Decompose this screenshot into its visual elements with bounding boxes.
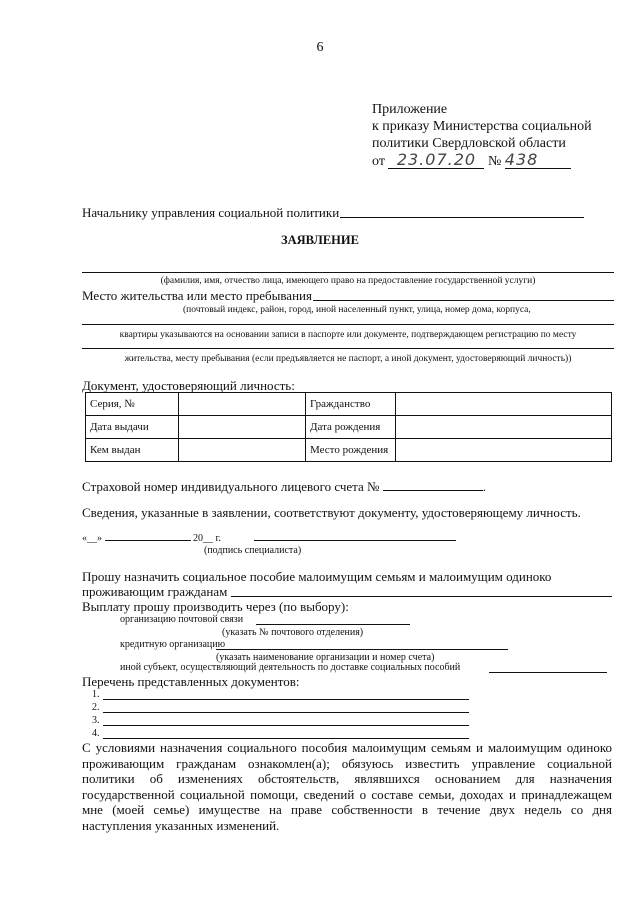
residence-hint-1: (почтовый индекс, район, город, иной населенный пункт, улица, номер дома, корпуса,: [183, 305, 531, 315]
issue-date-field[interactable]: [179, 416, 306, 439]
snils-end: .: [482, 479, 486, 494]
residence-field-1[interactable]: [313, 300, 614, 301]
payment-post-field[interactable]: [256, 624, 410, 625]
issued-by-label: Кем выдан: [86, 439, 179, 462]
payment-post-hint: (указать № почтового отделения): [222, 627, 364, 638]
payment-other-label: иной субъект, осуществляющий деятельность по доставке социальных пособий: [120, 662, 461, 673]
birth-date-field[interactable]: [396, 416, 612, 439]
request-line-2: проживающим гражданам: [82, 584, 228, 599]
payment-post-label: организацию почтовой связи: [120, 614, 244, 625]
id-series-label: Серия, №: [86, 393, 179, 416]
day-field[interactable]: «__»: [82, 533, 102, 544]
id-doc-label: Документ, удостоверяющий личность:: [82, 378, 295, 393]
addressee-field[interactable]: [340, 217, 584, 218]
citizenship-label: Гражданство: [306, 393, 396, 416]
request-line-1: Прошу назначить социальное пособие малоимущим семьям и малоимущим одиноко: [82, 569, 552, 584]
payment-credit-label: кредитную организацию: [120, 639, 226, 650]
residence-hint-3: жительства, месту пребывания (если предъявляется не паспорт, а иной документ, удостоверяющий личность)): [124, 354, 572, 364]
list-item: 4.: [92, 728, 100, 739]
year-field[interactable]: 20__ г.: [193, 533, 221, 544]
id-doc-table: [85, 392, 612, 462]
snils-field[interactable]: [383, 478, 483, 491]
request-field[interactable]: [231, 596, 612, 597]
addressee-label: Начальнику управления социальной политики: [82, 205, 340, 220]
residence-field-3[interactable]: [82, 348, 614, 349]
page-number: 6: [316, 40, 324, 55]
appendix-title: Приложение: [372, 102, 448, 117]
payment-other-field[interactable]: [489, 672, 607, 673]
table-row: [86, 416, 612, 439]
appendix-region: политики Свердловской области: [372, 136, 566, 151]
number-label: №: [487, 154, 502, 169]
signature-field[interactable]: [254, 540, 456, 541]
residence-field-2[interactable]: [82, 324, 614, 325]
table-row: [86, 393, 612, 416]
verify-text: Сведения, указанные в заявлении, соответствуют документу, удостоверяющему личность.: [82, 505, 581, 520]
from-label: от: [372, 154, 385, 169]
snils-label: Страховой номер индивидуального лицевого счета №: [82, 479, 380, 494]
birth-place-field[interactable]: [396, 439, 612, 462]
fio-hint: (фамилия, имя, отчество лица, имеющего право на предоставление государственной услуги): [160, 276, 536, 286]
birth-place-label: Место рождения: [306, 439, 396, 462]
appendix-order: к приказу Министерства социальной: [372, 119, 592, 134]
order-date: 23.07.20: [388, 151, 484, 169]
fio-field[interactable]: [82, 272, 614, 273]
snils-line: [82, 478, 486, 495]
payment-label: Выплату прошу производить через (по выбору):: [82, 599, 349, 614]
residence-label: Место жительства или место пребывания: [82, 288, 312, 303]
citizenship-field[interactable]: [396, 393, 612, 416]
document-field-3[interactable]: [103, 725, 469, 726]
list-item: 1.: [92, 689, 100, 700]
document-field-2[interactable]: [103, 712, 469, 713]
residence-hint-2: квартиры указываются на основании записи в паспорте или документе, подтверждающем регистрацию по месту: [119, 330, 577, 340]
list-item: 2.: [92, 702, 100, 713]
issue-date-label: Дата выдачи: [86, 416, 179, 439]
appendix-date-line: [372, 151, 571, 170]
table-row: [86, 439, 612, 462]
signature-hint: (подпись специалиста): [204, 545, 302, 556]
date-line: [82, 530, 221, 544]
consent-text: С условиями назначения социального пособия малоимущим семьям и малоимущим одиноко проживающим гражданам ознакомлен(а); обязуюсь известить управление социальной политики об изменениях обстоятельств, являвшихся основанием для назначения государственной социальной помощи, сведений о составе семьи, доходах и принадлежащем мне (моей семье) имуществе на праве собственности в течение двух недель со дня наступления указанных изменений.: [82, 740, 612, 833]
document-title: ЗАЯВЛЕНИЕ: [281, 233, 359, 247]
id-series-field[interactable]: [179, 393, 306, 416]
payment-credit-field[interactable]: [216, 649, 508, 650]
issued-by-field[interactable]: [179, 439, 306, 462]
order-number: 438: [505, 151, 571, 169]
payment-credit-hint: (указать наименование организации и номер счета): [216, 652, 435, 663]
documents-label: Перечень представленных документов:: [82, 674, 300, 689]
document-field-1[interactable]: [103, 699, 469, 700]
document-field-4[interactable]: [103, 738, 469, 739]
month-field[interactable]: [105, 530, 191, 541]
list-item: 3.: [92, 715, 100, 726]
birth-date-label: Дата рождения: [306, 416, 396, 439]
